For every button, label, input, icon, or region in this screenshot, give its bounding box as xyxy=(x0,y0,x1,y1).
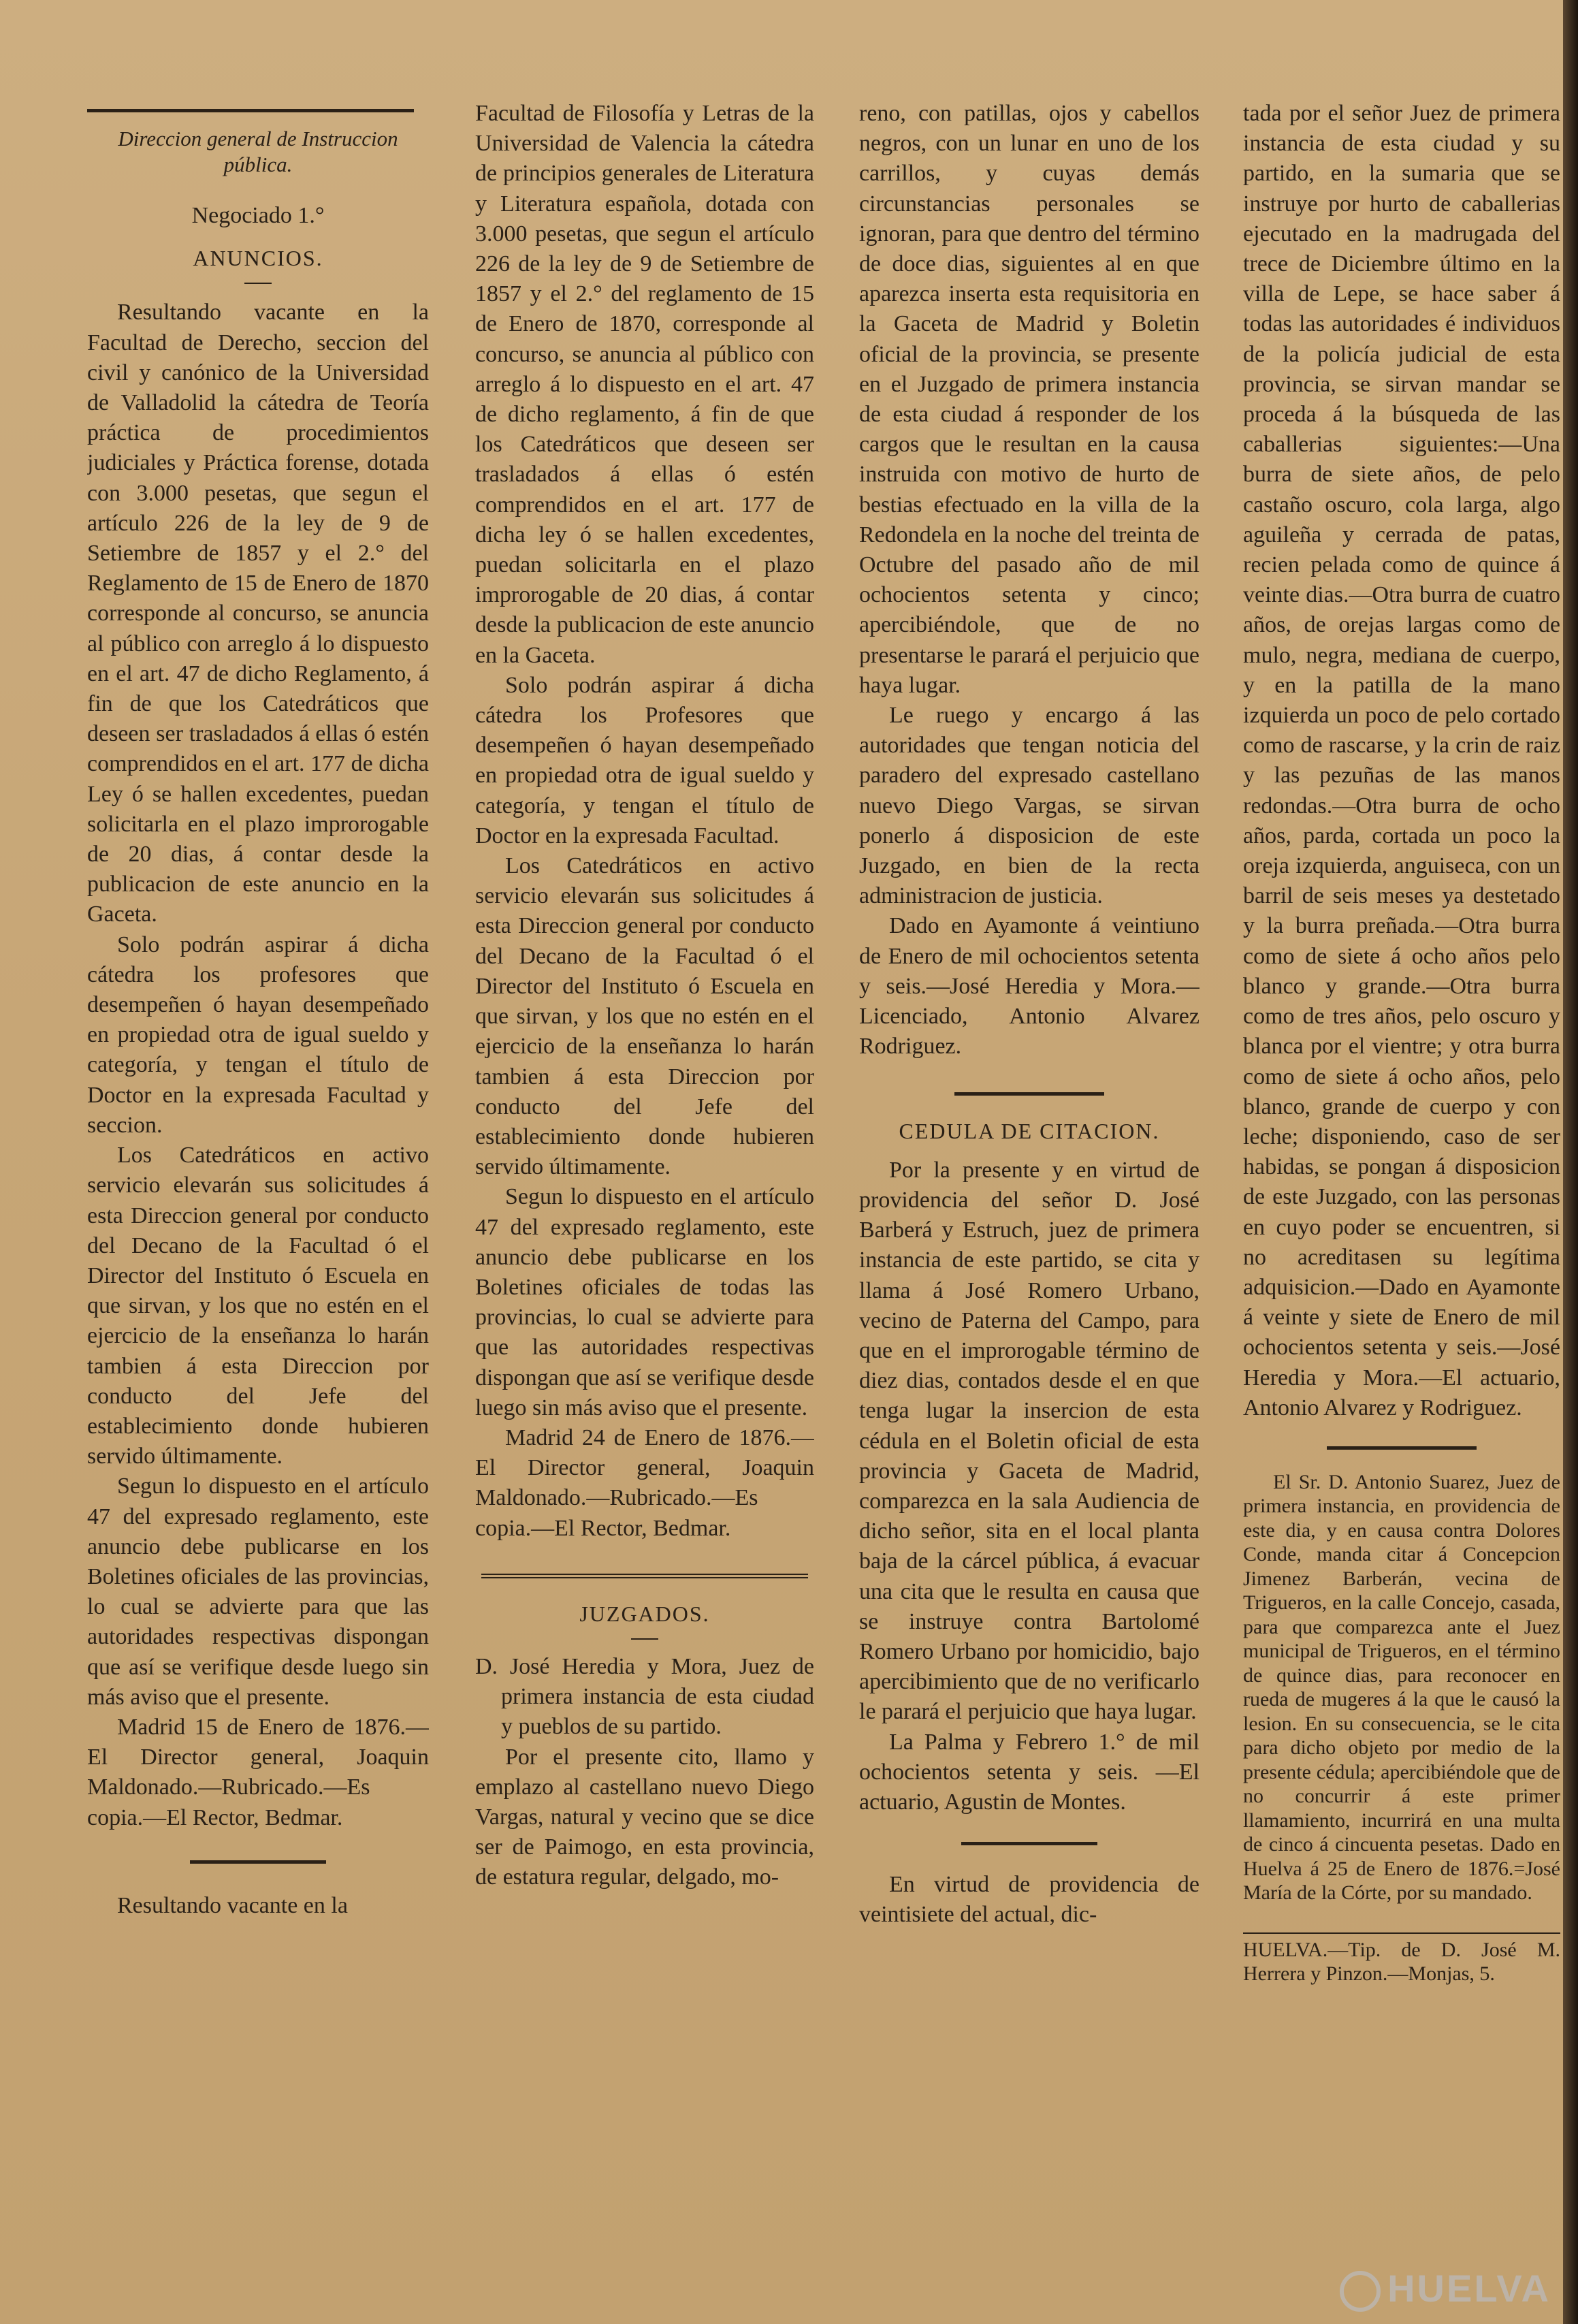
anuncios-heading: ANUNCIOS. xyxy=(193,246,323,271)
providencia-paragraph: tada por el señor Juez de primera instancia de esta ciudad y su partido, en la sumaria que se instruye por hurto de caballerias ejecutado en la madrugada del trece de Diciembre último en la villa de Lepe, se hace saber á todas las autoridades é individuos de la policía judicial de esta provincia, se sirvan mandar se proceda á la búsqueda de las caballerias siguientes:—Una burra de siete años, de pelo castaño oscuro, cola larga, algo aguileña y cerrada de patas, recien pelada como de quince á veinte dias.—Otra burra de cuatro años, de orejas largas como de mulo, negra, mediana de cuerpo, y en la patilla de la mano izquierda un poco de pelo cortado como de rascarse, y la crin de raiz y las pezuñas de las manos redondas.—Otra burra de ocho años, parda, cortada un poco la oreja izquierda, anguiseca, con un barril de seis meses ya destetado y la burra preñada.—Otra burra como de siete á ocho años pelo blanco y grande.—Otra burra como de tres años, pelo oscuro y blanca por el vientre; y otra burra como de siete á ocho años, pelo blanco, grande de cuerpo y con leche; disponiendo, caso de ser habidas, se pongan á disposicion de este Juzgado, con las personas en cuyo poder se encuentren, si no acreditasen su legítima adquisicion.—Dado en Ayamonte á veinte y siete de Enero de mil ochocientos setenta y seis.—José Heredia y Mora.—El actuario, Antonio Alvarez y Rodriguez. xyxy=(1243,101,1560,1420)
juzgados-heading: JUZGADOS. xyxy=(579,1601,710,1626)
announcement-paragraph: Los Catedráticos en activo servicio elevarán sus solicitudes á esta Direccion general por conducto del Decano de la Facultad ó el Director del Instituto ó Escuela en que sirvan, y los que no estén en el ejercicio de la enseñanza lo harán tambien á esta Direccion por conducto del Jefe del establecimiento donde hubieren servido últimamente. xyxy=(475,853,814,1180)
archive-watermark xyxy=(1340,2266,1551,2312)
negociado-label: Negociado 1.° xyxy=(191,203,325,228)
announcement-paragraph: Facultad de Filosofía y Letras de la Universidad de Valencia la cátedra de principios generales de Literatura y Literatura española, dotada con 3.000 pesetas, que segun el artículo 226 de la ley de 9 de Setiembre de 1857 y el 2.° del reglamento de 15 de Enero de 1870, corresponde al concurso, se anuncia al público con arreglo á lo dispuesto en el art. 47 de dicho reglamento, á fin de que los Catedráticos que deseen ser trasladados á ellas ó estén comprendidos en el art. 177 de dicha ley ó se hallen excedentes, puedan solicitarla en el plazo improrogable de 20 dias, á contar desde la publicacion de este anuncio en la Gaceta. xyxy=(475,101,814,668)
column-2 xyxy=(475,99,814,2312)
announcement-signature: Madrid 15 de Enero de 1876.—El Director general, Joaquin Maldonado.—Rubricado.—Es copia.—El Rector, Bedmar. xyxy=(87,1714,429,1830)
announcement-paragraph: Solo podrán aspirar á dicha cátedra los profesores que desempeñen ó hayan desempeñado en propiedad otra de igual sueldo y categoría, y tengan el título de Doctor en la expresada Facultad y seccion. xyxy=(87,932,429,1138)
imprint-rule xyxy=(1243,1932,1560,1934)
page-binding-edge xyxy=(1563,0,1578,2324)
heading-rule xyxy=(244,283,272,284)
separator-rule xyxy=(961,1842,1097,1845)
watermark-logo-icon xyxy=(1340,2271,1381,2312)
judge-title: D. José Heredia y Mora, Juez de primera instancia de esta ciudad y pueblos de su partido. xyxy=(475,1653,814,1740)
requisitoria-signature: Dado en Ayamonte á veintiuno de Enero de mil ochocientos setenta y seis.—José Heredia y Mora.—Licenciado, Antonio Alvarez Rodriguez. xyxy=(859,913,1199,1060)
column-4 xyxy=(1243,99,1560,2312)
announcement-paragraph: Segun lo dispuesto en el artículo 47 del expresado reglamento, este anuncio debe publicarse en los Boletines oficiales de todas las provincias, lo cual se advierte para que las autoridades respectivas dispongan que así se verifique desde luego sin más aviso que el presente. xyxy=(475,1184,814,1420)
providencia-paragraph: En virtud de providencia de veintisiete del actual, dic- xyxy=(859,1872,1199,1928)
citation-paragraph: El Sr. D. Antonio Suarez, Juez de primera instancia, en providencia de este dia, y en causa contra Dolores Conde, manda citar á Concepcion Jimenez Barberán, vecina de Trigueros, en la calle Concejo, casada, para que comparezca ante el Juez municipal de Trigueros, en el término de quince dias, para reconocer en rueda de mugeres á la que le causó la lesion. En su consecuencia, se le cita para dicho objeto por medio de la presente cédula; apercibiéndole que de no concurrir á este primer llamamiento, incurrirá en una multa de cinco á cincuenta pesetas. Dado en Huelva á 25 de Enero de 1876.=José María de la Córte, por su mandado. xyxy=(1243,1470,1560,1905)
announcement-paragraph: Resultando vacante en la Facultad de Derecho, seccion del civil y canónico de la Universidad de Valladolid la cátedra de Teoría práctica de procedimientos judiciales y Práctica forense, dotada con 3.000 pesetas, que segun el artículo 226 de la ley de 9 de Setiembre de 1857 y el 2.° del Reglamento de 15 de Enero de 1870 corresponde al concurso, se anuncia al público con arreglo á lo dispuesto en el art. 47 de dicho Reglamento, á fin de que los Catedráticos que deseen ser trasladados á ellas ó estén comprendidos en el art. 177 de dicha Ley ó se hallen excedentes, puedan solicitarla en el plazo improrogable de 20 dias, á contar desde la publicacion de este anuncio en la Gaceta. xyxy=(87,300,429,927)
announcement-paragraph: Solo podrán aspirar á dicha cátedra los Profesores que desempeñen ó hayan desempeñado en propiedad otra de igual sueldo y categoría, y tengan el título de Doctor en la expresada Facultad. xyxy=(475,672,814,848)
separator-rule xyxy=(1327,1446,1477,1450)
requisitoria-paragraph: Por el presente cito, llamo y emplazo al castellano nuevo Diego Vargas, natural y vecino que se dice ser de Paimogo, en esta provincia, de estatura regular, delgado, mo- xyxy=(475,1744,814,1890)
column-top-rule xyxy=(87,109,414,112)
cedula-paragraph: Por la presente y en virtud de providencia del señor D. José Barberá y Estruch, juez de primera instancia de este partido, se cita y llama á José Romero Urbano, vecino de Paterna del Campo, para que en el improrogable término de diez dias, contados desde el en que tenga lugar la insercion de esta cédula en el Boletin oficial de esta provincia y Gaceta de Madrid, comparezca en la sala Audiencia de dicho señor, sita en el local planta baja de la cárcel pública, á evacuar una cita que le resulta en causa que se instruye contra Bartolomé Romero Urbano por homicidio, bajo apercibimiento que de no verificarlo le parará el perjuicio que haya lugar. xyxy=(859,1157,1199,1725)
requisitoria-paragraph: Le ruego y encargo á las autoridades que tengan noticia del paradero del expresado castellano nuevo Diego Vargas, se sirvan ponerlo á disposicion de este Juzgado, en bien de la recta administracion de justicia. xyxy=(859,703,1199,909)
announcement-paragraph: Resultando vacante en la xyxy=(117,1892,348,1918)
column-3 xyxy=(859,99,1199,2312)
column-1 xyxy=(87,109,429,2315)
section-header: Direccion general de Instruccion pública. xyxy=(118,127,398,176)
printer-imprint: HUELVA.—Tip. de D. José M. Herrera y Pinzon.—Monjas, 5. xyxy=(1243,1938,1560,1986)
separator-rule xyxy=(954,1092,1104,1096)
heading-rule xyxy=(631,1638,658,1640)
separator-rule xyxy=(190,1860,326,1864)
watermark-text: HUELVA xyxy=(1387,2266,1551,2310)
announcement-signature: Madrid 24 de Enero de 1876.—El Director general, Joaquin Maldonado.—Rubricado.—Es copia.—El Rector, Bedmar. xyxy=(475,1424,814,1541)
announcement-paragraph: Los Catedráticos en activo servicio elevarán sus solicitudes á esta Direccion general por conducto del Decano de la Facultad ó el Director del Instituto ó Escuela en que sirvan, y los que no estén en el ejercicio de la enseñanza lo harán tambien á esta Direccion por conducto del Jefe del establecimiento donde hubieren servido últimamente. xyxy=(87,1143,429,1469)
cedula-signature: La Palma y Febrero 1.° de mil ochocientos setenta y seis. —El actuario, Agustin de Montes. xyxy=(859,1729,1199,1815)
announcement-paragraph: Segun lo dispuesto en el artículo 47 del expresado reglamento, este anuncio debe publicarse en los Boletines oficiales de las provincias, lo cual se advierte para que las autoridades respectivas dispongan que así se verifique desde luego sin más aviso que el presente. xyxy=(87,1474,429,1710)
requisitoria-paragraph: reno, con patillas, ojos y cabellos negros, con un lunar en uno de los carrillos, y cuyas demás circunstancias personales se ignoran, para que dentro del término de doce dias, siguientes al en que aparezca inserta esta requisitoria en la Gaceta de Madrid y Boletin oficial de la provincia, se presente en el Juzgado de primera instancia de esta ciudad á responder de los cargos que le resultan en la causa instruida con motivo de hurto de bestias efectuado en la villa de la Redondela en la noche del treinta de Octubre del pasado año de mil ochocientos setenta y cinco; apercibiéndole, que de no presentarse le parará el perjuicio que haya lugar. xyxy=(859,101,1199,698)
separator-rule xyxy=(481,1574,808,1578)
cedula-heading: CEDULA DE CITACION. xyxy=(899,1118,1160,1143)
